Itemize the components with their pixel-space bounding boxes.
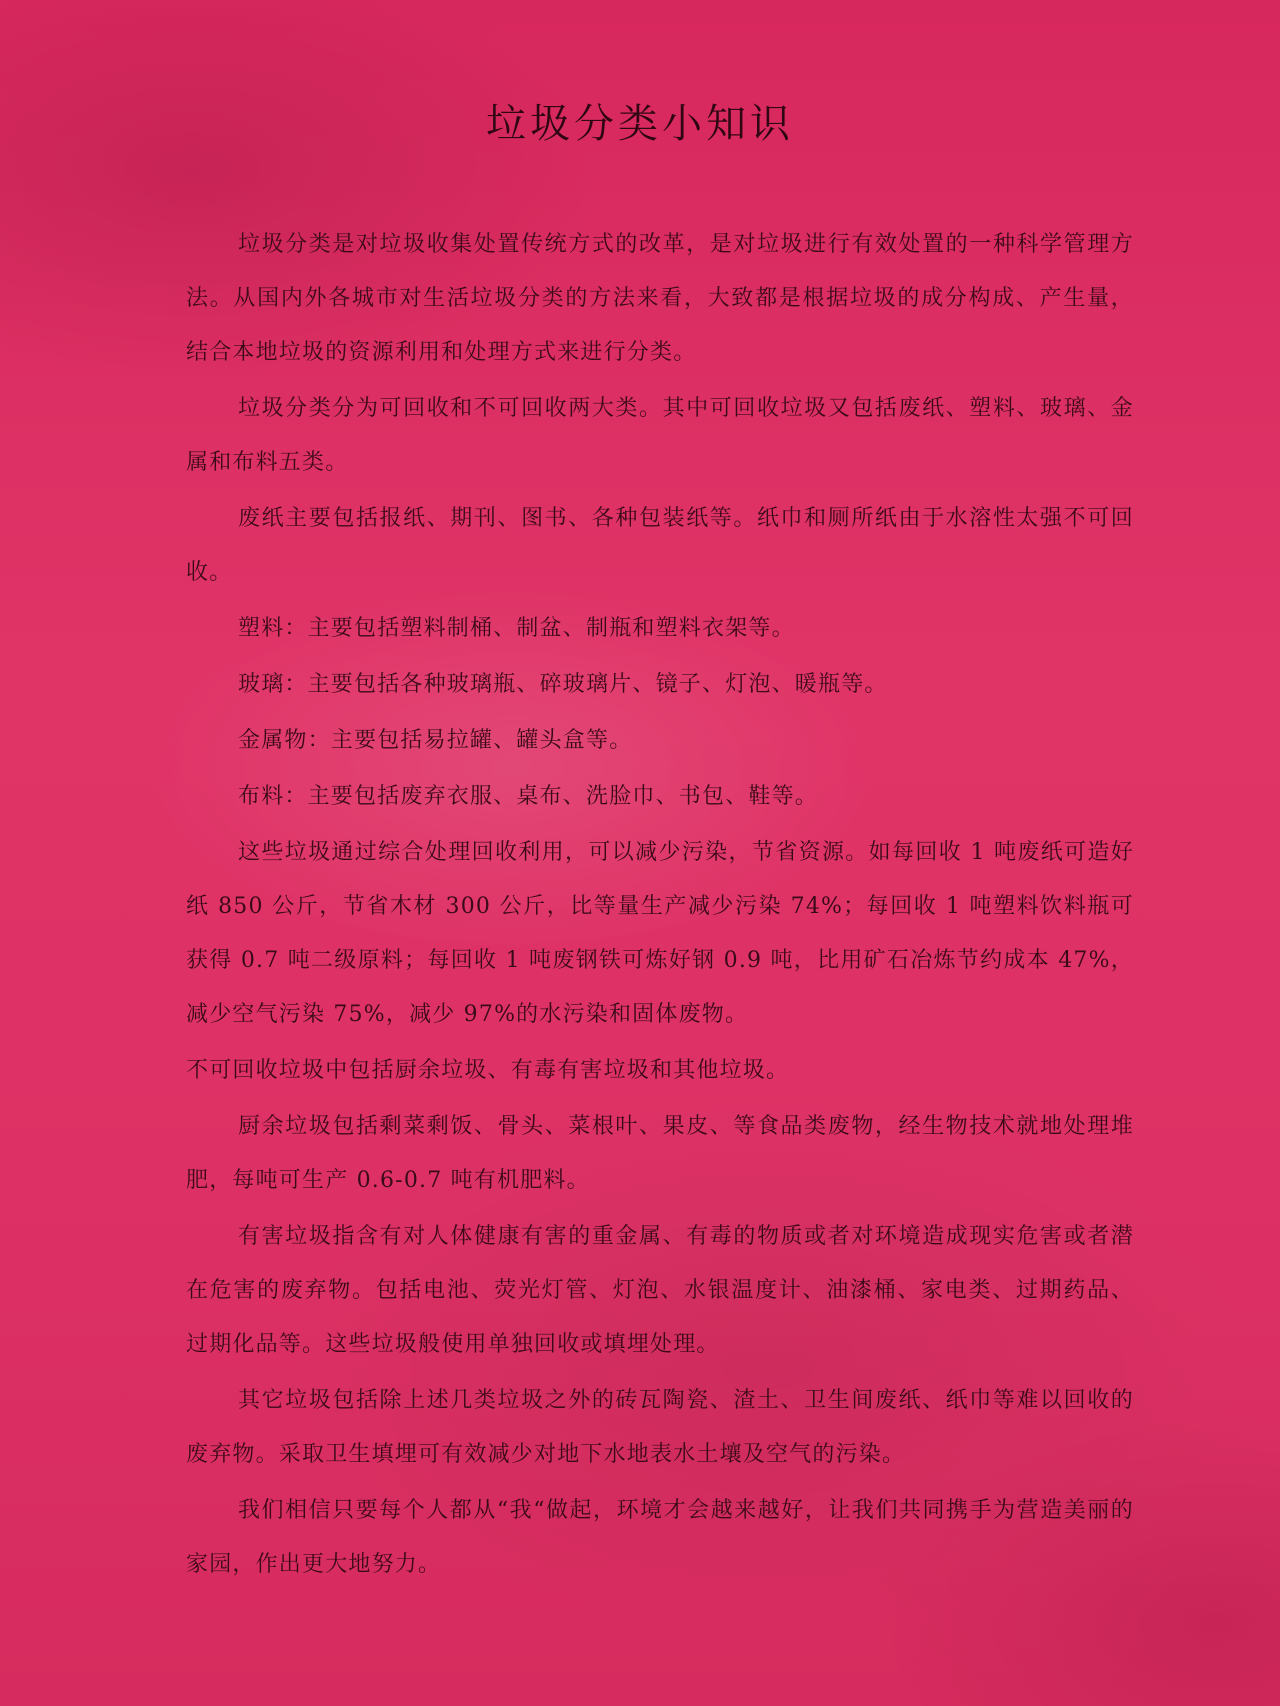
- paragraph-closing: 我们相信只要每个人都从“我“做起，环境才会越来越好，让我们共同携手为营造美丽的家园，作出更大地努力。: [186, 1498, 1134, 1577]
- document-title: 垃圾分类小知识: [486, 101, 794, 147]
- paragraph-plastic: 塑料：主要包括塑料制桶、制盆、制瓶和塑料衣架等。: [238, 616, 795, 641]
- paragraph-recycling-benefits: 这些垃圾通过综合处理回收利用，可以减少污染，节省资源。如每回收 1 吨废纸可造好纸 850 公斤，节省木材 300 公斤，比等量生产减少污染 74%；每回收 1 吨塑料饮料瓶可获得 0.7 吨二级原料；每回收 1 吨废钢铁可炼好钢 0.9 吨，比用矿石冶炼节约成本 47%，减少空气污染 75%，减少 97%的水污染和固体废物。: [186, 840, 1134, 1027]
- paragraph-paper: 废纸主要包括报纸、期刊、图书、各种包装纸等。纸巾和厕所纸由于水溶性太强不可回收。: [186, 506, 1134, 585]
- paragraph-categories: 垃圾分类分为可回收和不可回收两大类。其中可回收垃圾又包括废纸、塑料、玻璃、金属和布料五类。: [186, 396, 1134, 475]
- document-body: [186, 218, 1134, 1594]
- paragraph-kitchen-waste: 厨余垃圾包括剩菜剩饭、骨头、菜根叶、果皮、等食品类废物，经生物技术就地处理堆肥，每吨可生产 0.6-0.7 吨有机肥料。: [186, 1114, 1134, 1193]
- paragraph-glass: 玻璃：主要包括各种玻璃瓶、碎玻璃片、镜子、灯泡、暖瓶等。: [238, 672, 888, 697]
- paragraph-intro: 垃圾分类是对垃圾收集处置传统方式的改革，是对垃圾进行有效处置的一种科学管理方法。从国内外各城市对生活垃圾分类的方法来看，大致都是根据垃圾的成分构成、产生量，结合本地垃圾的资源利用和处理方式来进行分类。: [186, 232, 1134, 365]
- paragraph-metal: 金属物：主要包括易拉罐、罐头盒等。: [238, 728, 633, 753]
- paragraph-hazardous-waste: 有害垃圾指含有对人体健康有害的重金属、有毒的物质或者对环境造成现实危害或者潜在危害的废弃物。包括电池、荧光灯管、灯泡、水银温度计、油漆桶、家电类、过期药品、过期化品等。这些垃圾般使用单独回收或填埋处理。: [186, 1224, 1134, 1357]
- paragraph-fabric: 布料：主要包括废弃衣服、桌布、洗脸巾、书包、鞋等。: [238, 784, 819, 809]
- paragraph-other-waste: 其它垃圾包括除上述几类垃圾之外的砖瓦陶瓷、渣土、卫生间废纸、纸巾等难以回收的废弃物。采取卫生填埋可有效减少对地下水地表水土壤及空气的污染。: [186, 1388, 1134, 1467]
- paragraph-non-recyclable: 不可回收垃圾中包括厨余垃圾、有毒有害垃圾和其他垃圾。: [186, 1058, 790, 1083]
